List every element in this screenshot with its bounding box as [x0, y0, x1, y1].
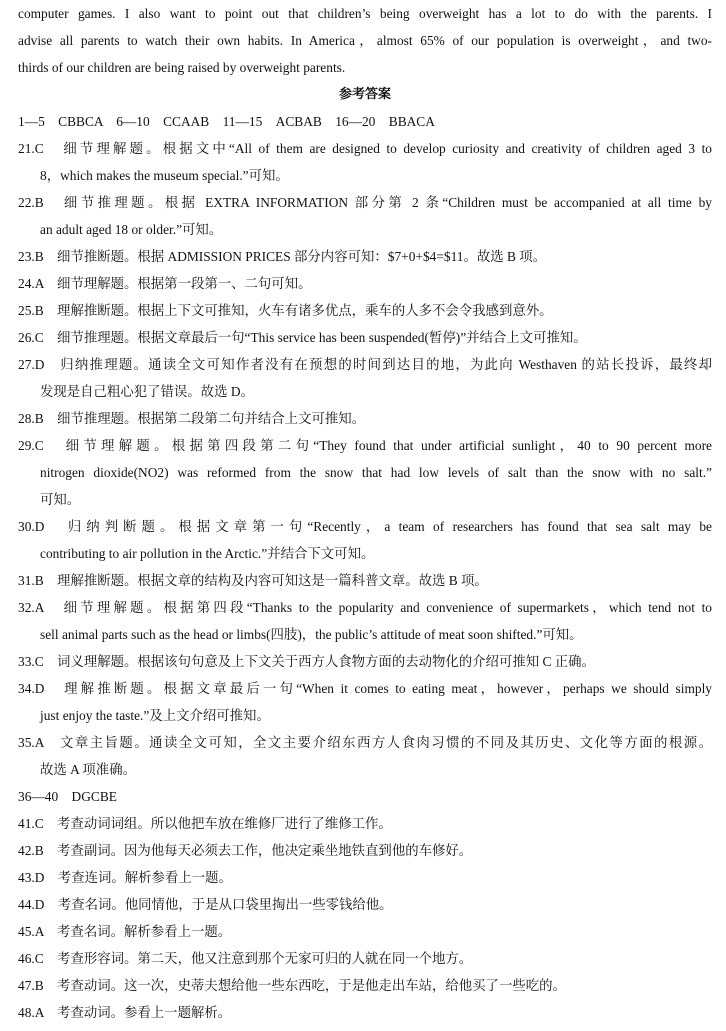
- answer-line: 43.D 考查连词。解析参看上一题。: [18, 870, 232, 885]
- choice-answers-line: 1—5 CBBCA 6—10 CCAAB 11—15 ACBAB 16—20 BBACA: [18, 114, 435, 129]
- answer-line: 25.B 理解推断题。根据上下文可推知，火车有诸多优点，乘车的人多不会令我感到意外。: [18, 303, 553, 318]
- answer-line: 21.C 细节理解题。根据文中“All of them are designed to develop curiosity and creativity of children aged 3 to: [18, 141, 712, 156]
- passage-line: advise all parents to watch their own habits. In America，almost 65% of our population is overweight，and two-: [18, 33, 712, 48]
- answer-line: 36—40 DGCBE: [18, 789, 117, 804]
- answer-line: just enjoy the taste.”及上文介绍可推知。: [40, 708, 270, 723]
- answer-line: 47.B 考查动词。这一次，史蒂夫想给他一些东西吃，于是他走出车站，给他买了一些吃的。: [18, 978, 566, 993]
- answer-line: nitrogen dioxide(NO2) was reformed from the snow that had low levels of salt than the snow with no salt.”: [40, 465, 712, 480]
- passage-line: thirds of our children are being raised by overweight parents.: [18, 60, 346, 75]
- answer-line: 42.B 考查副词。因为他每天必须去工作，他决定乘坐地铁直到他的车修好。: [18, 843, 473, 858]
- answer-line: 32.A 细节理解题。根据第四段“Thanks to the popularity and convenience of supermarkets，which tend not to: [18, 600, 712, 615]
- passage-excerpt: [18, 0, 712, 81]
- answer-line: 23.B 细节推断题。根据 ADMISSION PRICES 部分内容可知：$7+0+$4=$11。故选 B 项。: [18, 249, 547, 264]
- answer-line: contributing to air pollution in the Arctic.”并结合下文可知。: [40, 546, 375, 561]
- answer-line: 34.D 理解推断题。根据文章最后一句“When it comes to eating meat，however，perhaps we should simply: [18, 681, 712, 696]
- answer-line: 45.A 考查名词。解析参看上一题。: [18, 924, 232, 939]
- answer-line: 发现是自己粗心犯了错误。故选 D。: [40, 384, 254, 399]
- answer-line: sell animal parts such as the head or limbs(四肢)，the public’s attitude of meat soon shifted.”可知。: [40, 627, 583, 642]
- answer-line: 31.B 理解推断题。根据文章的结构及内容可知这是一篇科普文章。故选 B 项。: [18, 573, 488, 588]
- answer-line: 41.C 考查动词词组。所以他把车放在维修厂进行了维修工作。: [18, 816, 392, 831]
- passage-line: computer games. I also want to point out that children’s being overweight has a lot to do with the parents. I: [18, 6, 712, 21]
- answer-line: 8，which makes the museum special.”可知。: [40, 168, 289, 183]
- answer-explanations: [18, 135, 712, 1026]
- answer-line: 22.B 细节推理题。根据 EXTRA INFORMATION 部分第 2 条“Children must be accompanied at all time by: [18, 195, 712, 210]
- answer-line: 46.C 考查形容词。第二天，他又注意到那个无家可归的人就在同一个地方。: [18, 951, 473, 966]
- answer-line: 可知。: [40, 492, 81, 507]
- answer-line: an adult aged 18 or older.”可知。: [40, 222, 223, 237]
- answer-line: 29.C 细节理解题。根据第四段第二句“They found that under artificial sunlight，40 to 90 percent more: [18, 438, 712, 453]
- answer-line: 35.A 文章主旨题。通读全文可知，全文主要介绍东西方人食肉习惯的不同及其历史、文化等方面的根源。: [18, 735, 712, 750]
- document-page: [18, 0, 712, 1026]
- answer-line: 故选 A 项准确。: [40, 762, 136, 777]
- answer-line: 30.D 归纳判断题。根据文章第一句“Recently，a team of researchers has found that sea salt may be: [18, 519, 712, 534]
- answer-line: 28.B 细节推理题。根据第二段第二句并结合上文可推知。: [18, 411, 366, 426]
- answer-line: 44.D 考查名词。他同情他，于是从口袋里掏出一些零钱给他。: [18, 897, 393, 912]
- answer-line: 24.A 细节理解题。根据第一段第一、二句可知。: [18, 276, 312, 291]
- answer-line: 27.D 归纳推理题。通读全文可知作者没有在预想的时间到达目的地，为此向 Westhaven 的站长投诉，最终却: [18, 357, 712, 372]
- answer-line: 26.C 细节推理题。根据文章最后一句“This service has been suspended(暂停)”并结合上文可推知。: [18, 330, 587, 345]
- answer-key-heading: 参考答案: [338, 87, 391, 102]
- answer-line: 33.C 词义理解题。根据该句句意及上下文关于西方人食物方面的去动物化的介绍可推知 C 正确。: [18, 654, 595, 669]
- answer-line: 48.A 考查动词。参看上一题解析。: [18, 1005, 232, 1020]
